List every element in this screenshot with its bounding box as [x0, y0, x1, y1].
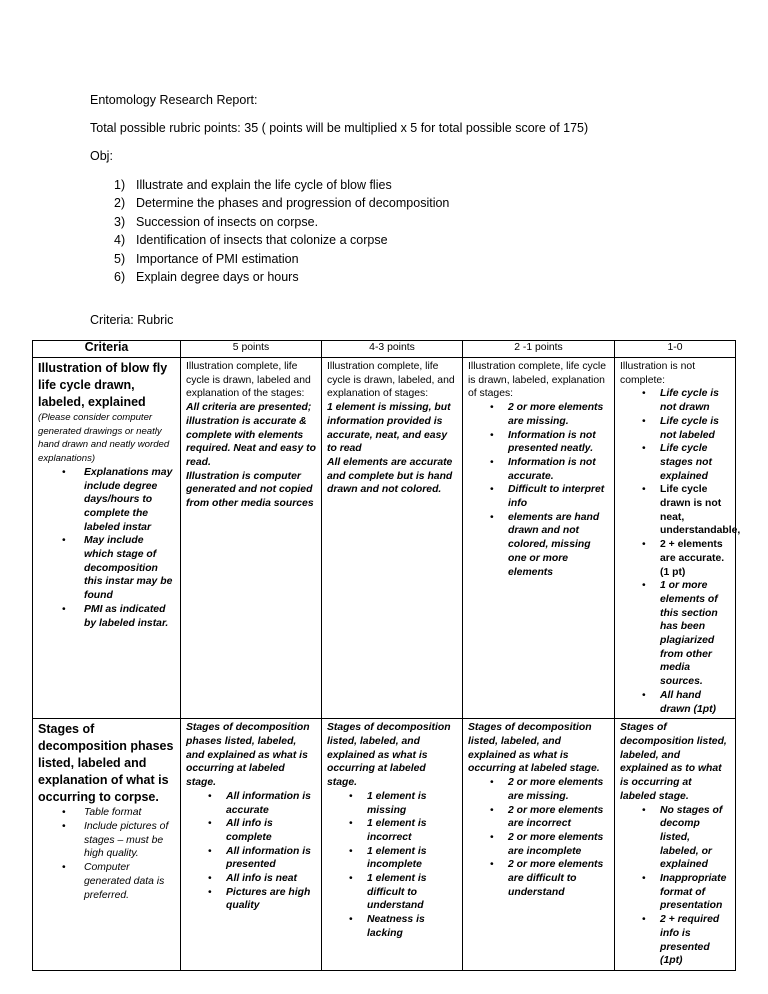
header-1-0-points: 1-0 — [615, 341, 736, 358]
list-item: • Life cycle is not drawn — [620, 387, 730, 414]
list-item: • 2 or more elements are incorrect — [468, 804, 609, 831]
list-item: • All information is accurate — [186, 790, 316, 817]
score-4-3-cell: Illustration complete, life cycle is drawn, labeled, and explanation of stages: 1 element is missing, but information provided is accurate, neat, and easy to read All elements are accurate and complete but is hand drawn and not colored. — [322, 358, 463, 719]
list-item: • 2 + elements are accurate. (1 pt) — [620, 538, 730, 579]
criteria-title: Stages of decomposition phases listed, labeled and explanation of what is occurring to corpse. — [38, 722, 174, 805]
header-criteria: Criteria — [33, 341, 181, 358]
list-item: • 2 or more elements are incomplete — [468, 831, 609, 858]
score-5-cell: Illustration complete, life cycle is drawn, labeled and explanation of the stages: All criteria are presented; illustration is accurate & complete with elements required. Neat and easy to read. Illustration is computer generated and not copied from other media sources — [181, 358, 322, 719]
list-item: • Include pictures of stages – must be high quality. — [38, 820, 175, 861]
rubric-row-illustration — [33, 358, 736, 719]
objective-item: 6) Explain degree days or hours — [114, 269, 299, 284]
list-item: • All information is presented — [186, 845, 316, 872]
list-item: • Information is not presented neatly. — [468, 429, 609, 456]
list-item: • May include which stage of decomposition this instar may be found — [38, 534, 175, 603]
criteria-bullets — [38, 466, 175, 630]
list-item: • Neatness is lacking — [327, 913, 457, 940]
score-1-0-cell: Stages of decomposition listed, labeled, and explained as to what is occurring at labeled stage. • No stages of decomp listed, labeled, or explained • Inappropriate format of presentation • 2 + required info is presented (1pt) — [615, 719, 736, 971]
rubric-header-row — [33, 341, 736, 358]
list-item: • All hand drawn (1pt) — [620, 689, 730, 716]
header-5-points: 5 points — [181, 341, 322, 358]
criteria-bullets — [38, 806, 175, 902]
rubric-row-decomposition — [33, 719, 736, 971]
list-item: • Life cycle is not labeled — [620, 415, 730, 442]
list-item: • All info is complete — [186, 817, 316, 844]
list-item: • 2 + required info is presented (1pt) — [620, 913, 730, 968]
list-item: • 1 or more elements of this section has been plagiarized from other media sources. — [620, 579, 730, 689]
list-item: • Inappropriate format of presentation — [620, 872, 730, 913]
list-item: • 2 or more elements are difficult to understand — [468, 858, 609, 899]
objective-item: 5) Importance of PMI estimation — [114, 251, 299, 266]
list-item: • 1 element is incorrect — [327, 817, 457, 844]
list-item: • Life cycle drawn is not neat, understandable, — [620, 483, 730, 538]
objectives-label: Obj: — [90, 149, 113, 163]
points-summary: Total possible rubric points: 35 ( points will be multiplied x 5 for total possible score of 175) — [90, 121, 589, 135]
score-2-1-cell: Illustration complete, life cycle is drawn, labeled, explanation of stages: • 2 or more elements are missing. • Information is not presented neatly. • Information is not accurate. • Difficult to interpret info • elements are hand drawn and not colored, missing one or more elements — [463, 358, 615, 719]
list-item: • Explanations may include degree days/hours to complete the labeled instar — [38, 466, 175, 535]
list-item: • 2 or more elements are missing. — [468, 776, 609, 803]
criteria-title: Illustration of blow fly life cycle drawn, labeled, explained — [38, 361, 168, 409]
score-1-0-cell: Illustration is not complete: • Life cycle is not drawn • Life cycle is not labeled • Life cycle stages not explained • Life cycle drawn is not neat, understandable, • 2 + elements are accurate. (1 pt) • 1 or more elements of this section has been plagiarized from other media sources. • All hand drawn (1pt) — [615, 358, 736, 719]
criteria-cell — [33, 719, 181, 971]
list-item: • Life cycle stages not explained — [620, 442, 730, 483]
objective-item: 1) Illustrate and explain the life cycle of blow flies — [114, 178, 392, 192]
criteria-label: Criteria: Rubric — [90, 313, 174, 327]
score-4-3-cell: Stages of decomposition listed, labeled, and explained as what is occurring at labeled stage. • 1 element is missing • 1 element is incorrect • 1 element is incomplete • 1 element is difficult to understand • Neatness is lacking — [322, 719, 463, 971]
header-2-1-points: 2 -1 points — [463, 341, 615, 358]
list-item: • 1 element is difficult to understand — [327, 872, 457, 913]
list-item: • Difficult to interpret info — [468, 483, 609, 510]
header-4-3-points: 4-3 points — [322, 341, 463, 358]
criteria-cell — [33, 358, 181, 719]
objectives-list — [90, 177, 449, 287]
list-item: • PMI as indicated by labeled instar. — [38, 603, 175, 630]
objective-item: 4) Identification of insects that colonize a corpse — [114, 233, 388, 248]
score-5-cell: Stages of decomposition phases listed, labeled, and explained as what is occurring at labeled stage. • All information is accurate • All info is complete • All information is presented • All info is neat • Pictures are high quality — [181, 719, 322, 971]
list-item: • Information is not accurate. — [468, 456, 609, 483]
rubric-table — [32, 340, 741, 971]
objective-item: 2) Determine the phases and progression of decomposition — [114, 196, 450, 211]
criteria-note: (Please consider computer generated drawings or neatly hand drawn and neatly worded explanations) — [38, 412, 170, 465]
list-item: • elements are hand drawn and not colored, missing one or more elements — [468, 511, 609, 580]
list-item: • 2 or more elements are missing. — [468, 401, 609, 428]
list-item: • No stages of decomp listed, labeled, or explained — [620, 804, 730, 873]
objective-item: 3) Succession of insects on corpse. — [114, 214, 319, 229]
list-item: • Computer generated data is preferred. — [38, 861, 175, 902]
document-title: Entomology Research Report: — [90, 93, 258, 107]
list-item: • Pictures are high quality — [186, 886, 316, 913]
list-item: • 1 element is missing — [327, 790, 457, 817]
list-item: • 1 element is incomplete — [327, 845, 457, 872]
list-item: • Table format — [38, 806, 175, 820]
score-2-1-cell: Stages of decomposition listed, labeled, and explained as what is occurring at labeled stage. • 2 or more elements are missing. • 2 or more elements are incorrect • 2 or more elements are incomplete • 2 or more elements are difficult to understand — [463, 719, 615, 971]
list-item: • All info is neat — [186, 872, 316, 886]
